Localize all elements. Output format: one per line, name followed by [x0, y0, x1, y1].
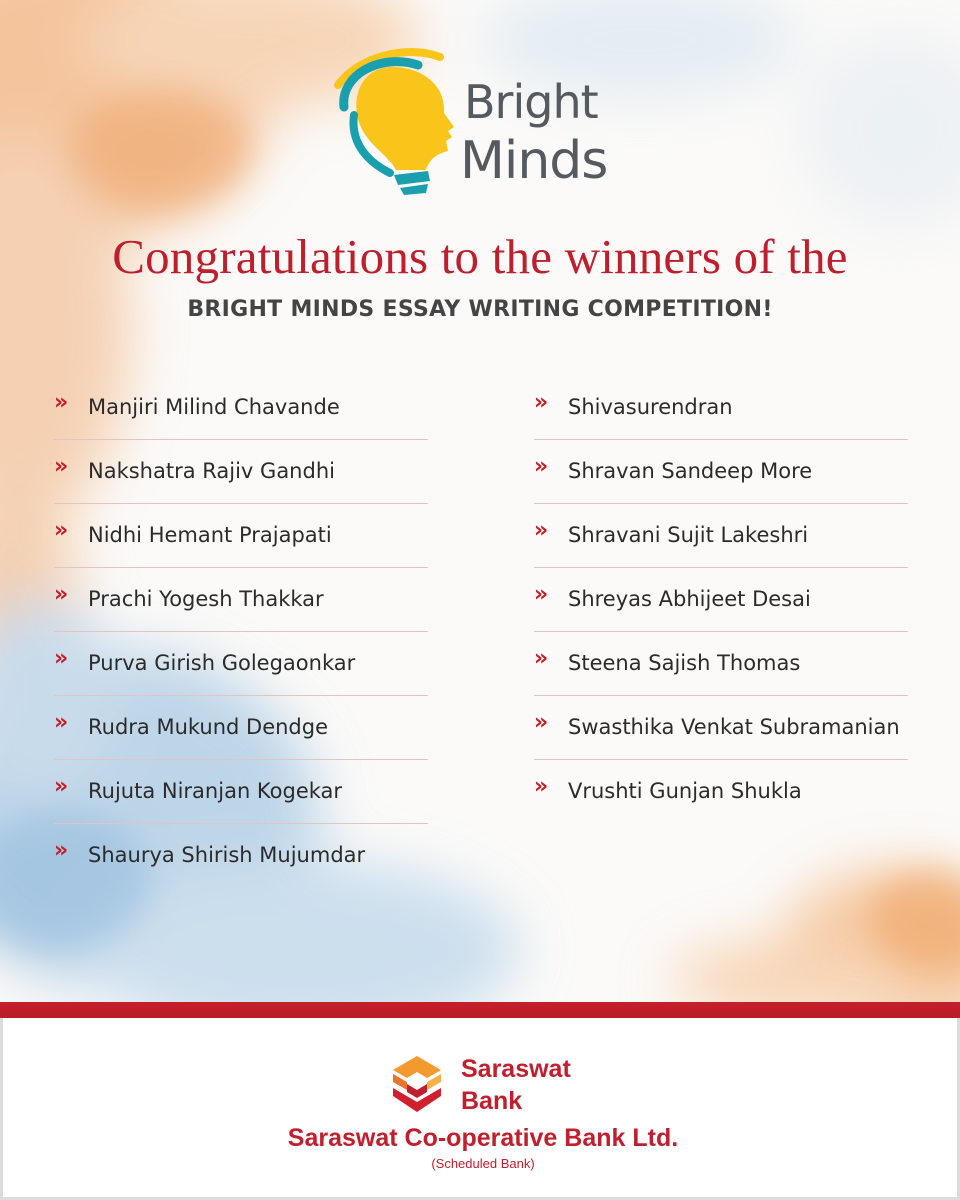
list-item [534, 376, 934, 440]
winner-name: Rujuta Niranjan Kogekar [88, 779, 343, 803]
double-chevron-icon: » [54, 646, 69, 671]
double-chevron-icon: » [54, 582, 69, 607]
double-chevron-icon: » [534, 390, 549, 415]
winner-name: Vrushti Gunjan Shukla [568, 779, 802, 803]
double-chevron-icon: » [534, 582, 549, 607]
bright-minds-logo [330, 45, 640, 210]
winners-list-right [534, 376, 934, 824]
bank-name-line1: Saraswat [461, 1055, 571, 1083]
winner-name: Manjiri Milind Chavande [88, 395, 340, 419]
list-item [54, 824, 434, 888]
double-chevron-icon: » [54, 710, 69, 735]
winner-name: Shravani Sujit Lakeshri [568, 523, 809, 547]
brand-name-line1: Bright [464, 75, 598, 129]
list-item [54, 376, 434, 440]
double-chevron-icon: » [534, 646, 549, 671]
winner-name: Shreyas Abhijeet Desai [568, 587, 811, 611]
list-item [54, 504, 434, 568]
winner-name: Swasthika Venkat Subramanian [568, 715, 900, 739]
bank-name-line2: Bank [461, 1087, 523, 1115]
subheadline: BRIGHT MINDS ESSAY WRITING COMPETITION! [187, 297, 773, 322]
list-item [534, 440, 934, 504]
double-chevron-icon: » [534, 454, 549, 479]
winner-name: Shravan Sandeep More [568, 459, 813, 483]
bank-subtitle: (Scheduled Bank) [431, 1156, 535, 1171]
brand-name-line2: Minds [460, 131, 608, 191]
winner-name: Purva Girish Golegaonkar [88, 651, 356, 675]
list-item [534, 568, 934, 632]
list-item [534, 504, 934, 568]
double-chevron-icon: » [54, 454, 69, 479]
double-chevron-icon: » [534, 518, 549, 543]
bank-full-name: Saraswat Co-operative Bank Ltd. [287, 1124, 679, 1152]
headline: Congratulations to the winners of the [112, 229, 848, 284]
winner-name: Rudra Mukund Dendge [88, 715, 329, 739]
list-item [534, 760, 934, 824]
double-chevron-icon: » [54, 774, 69, 799]
double-chevron-icon: » [54, 838, 69, 863]
list-item [54, 696, 434, 760]
list-item [54, 760, 434, 824]
list-item [534, 696, 934, 760]
double-chevron-icon: » [54, 390, 69, 415]
list-item [54, 440, 434, 504]
double-chevron-icon: » [534, 710, 549, 735]
winner-name: Nakshatra Rajiv Gandhi [88, 459, 335, 483]
winner-name: Shaurya Shirish Mujumdar [88, 843, 366, 867]
double-chevron-icon: » [54, 518, 69, 543]
winners-list-left [54, 376, 434, 888]
winner-name: Steena Sajish Thomas [568, 651, 801, 675]
footer [0, 1018, 960, 1200]
winner-name: Nidhi Hemant Prajapati [88, 523, 332, 547]
saraswat-bank-logo-icon [389, 1054, 445, 1114]
winner-name: Prachi Yogesh Thakkar [88, 587, 324, 611]
list-item [54, 568, 434, 632]
winner-name: Shivasurendran [568, 395, 733, 419]
double-chevron-icon: » [534, 774, 549, 799]
list-item [54, 632, 434, 696]
list-item [534, 632, 934, 696]
footer-divider-bar [0, 1002, 960, 1018]
